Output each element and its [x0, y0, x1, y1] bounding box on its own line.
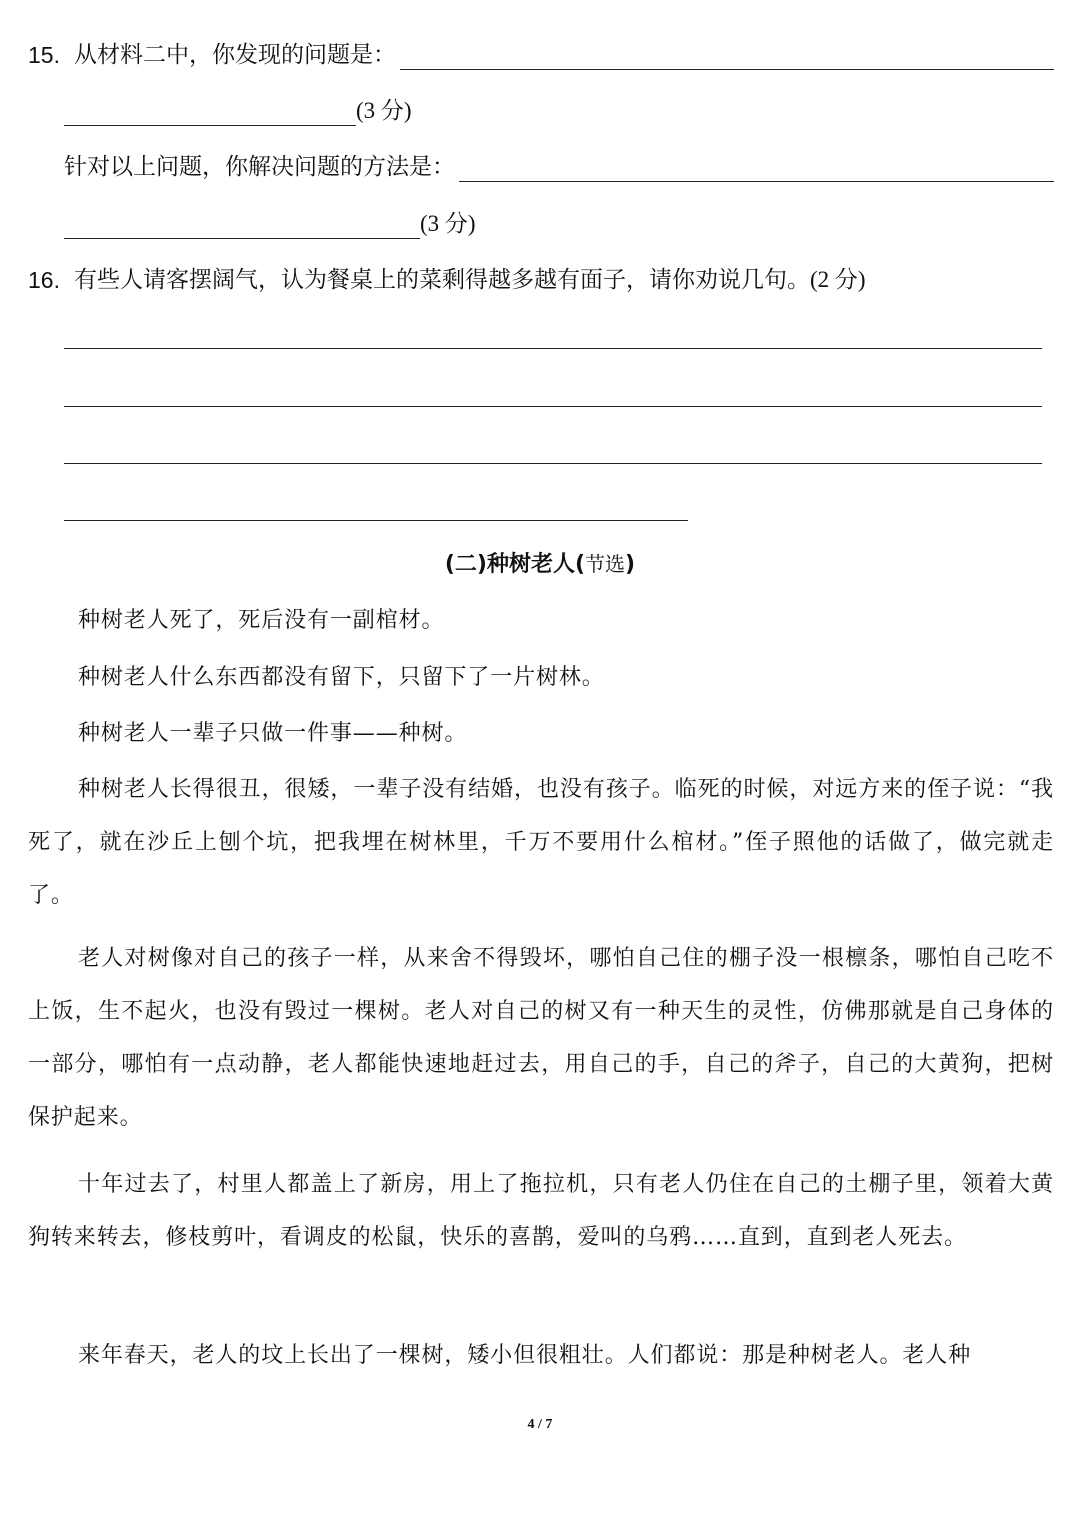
q15-answer-line-2[interactable] — [64, 101, 356, 126]
q15-score-row-2 — [64, 209, 476, 239]
passage-paragraph-6: 十年过去了，村里人都盖上了新房，用上了拖拉机，只有老人仍住在自己的土棚子里，领着大黄狗转来转去，修枝剪叶，看调皮的松鼠，快乐的喜鹊，爱叫的乌鸦……直到，直到老人死去。 — [28, 1172, 1054, 1250]
q15-prompt-row — [28, 40, 1054, 70]
q15-answer-line-3[interactable] — [459, 157, 1054, 182]
q16-score: (2 分) — [809, 267, 866, 292]
q16-number: 16. — [28, 267, 60, 293]
q15-answer-line-4[interactable] — [64, 214, 420, 239]
q16-answer-line-3[interactable] — [64, 463, 1042, 464]
passage-paragraph-4: 种树老人长得很丑，很矮，一辈子没有结婚，也没有孩子。临死的时候，对远方来的侄子说：“我死了，就在沙丘上刨个坑，把我埋在树林里，千万不要用什么棺材。”侄子照他的话做了，做完就走了。 — [28, 777, 1054, 908]
q15-prompt: 从材料二中，你发现的问题是： — [73, 42, 396, 68]
q15-score-row-1 — [64, 96, 412, 126]
q15-followup-row — [64, 152, 1054, 182]
q15-score-2: (3 分) — [420, 211, 476, 236]
q16-prompt-row — [28, 265, 866, 295]
section-title-main: (二)种树老人( — [444, 552, 586, 577]
q16-answer-line-2[interactable] — [64, 406, 1042, 407]
page-number: 4 / 7 — [527, 1417, 553, 1432]
passage-paragraph-1: 种树老人死了，死后没有一副棺材。 — [78, 608, 445, 633]
q16-answer-line-1[interactable] — [64, 348, 1042, 349]
q16-answer-line-4[interactable] — [64, 520, 688, 521]
q15-number: 15. — [28, 42, 60, 68]
q15-answer-line-1[interactable] — [400, 45, 1054, 70]
section-title-sub: 节选 — [585, 552, 626, 576]
section-title — [0, 548, 1080, 581]
passage-paragraph-5: 老人对树像对自己的孩子一样，从来舍不得毁坏，哪怕自己住的棚子没一根檩条，哪怕自己吃不上饭，生不起火，也没有毁过一棵树。老人对自己的树又有一种天生的灵性，仿佛那就是自己身体的一部分，哪怕有一点动静，老人都能快速地赶过去，用自己的手，自己的斧子，自己的大黄狗，把树保护起来。 — [28, 946, 1054, 1130]
q15-score-1: (3 分) — [356, 98, 412, 123]
passage-paragraph-3: 种树老人一辈子只做一件事——种树。 — [78, 721, 468, 746]
section-title-close: ) — [625, 552, 636, 577]
q15-followup: 针对以上问题，你解决问题的方法是： — [64, 154, 455, 180]
q16-prompt: 有些人请客摆阔气，认为餐桌上的菜剩得越多越有面子，请你劝说几句。 — [73, 267, 810, 293]
passage-paragraph-7: 来年春天，老人的坟上长出了一棵树，矮小但很粗壮。人们都说：那是种树老人。老人种 — [78, 1343, 972, 1368]
passage-paragraph-2: 种树老人什么东西都没有留下，只留下了一片树林。 — [78, 665, 605, 690]
